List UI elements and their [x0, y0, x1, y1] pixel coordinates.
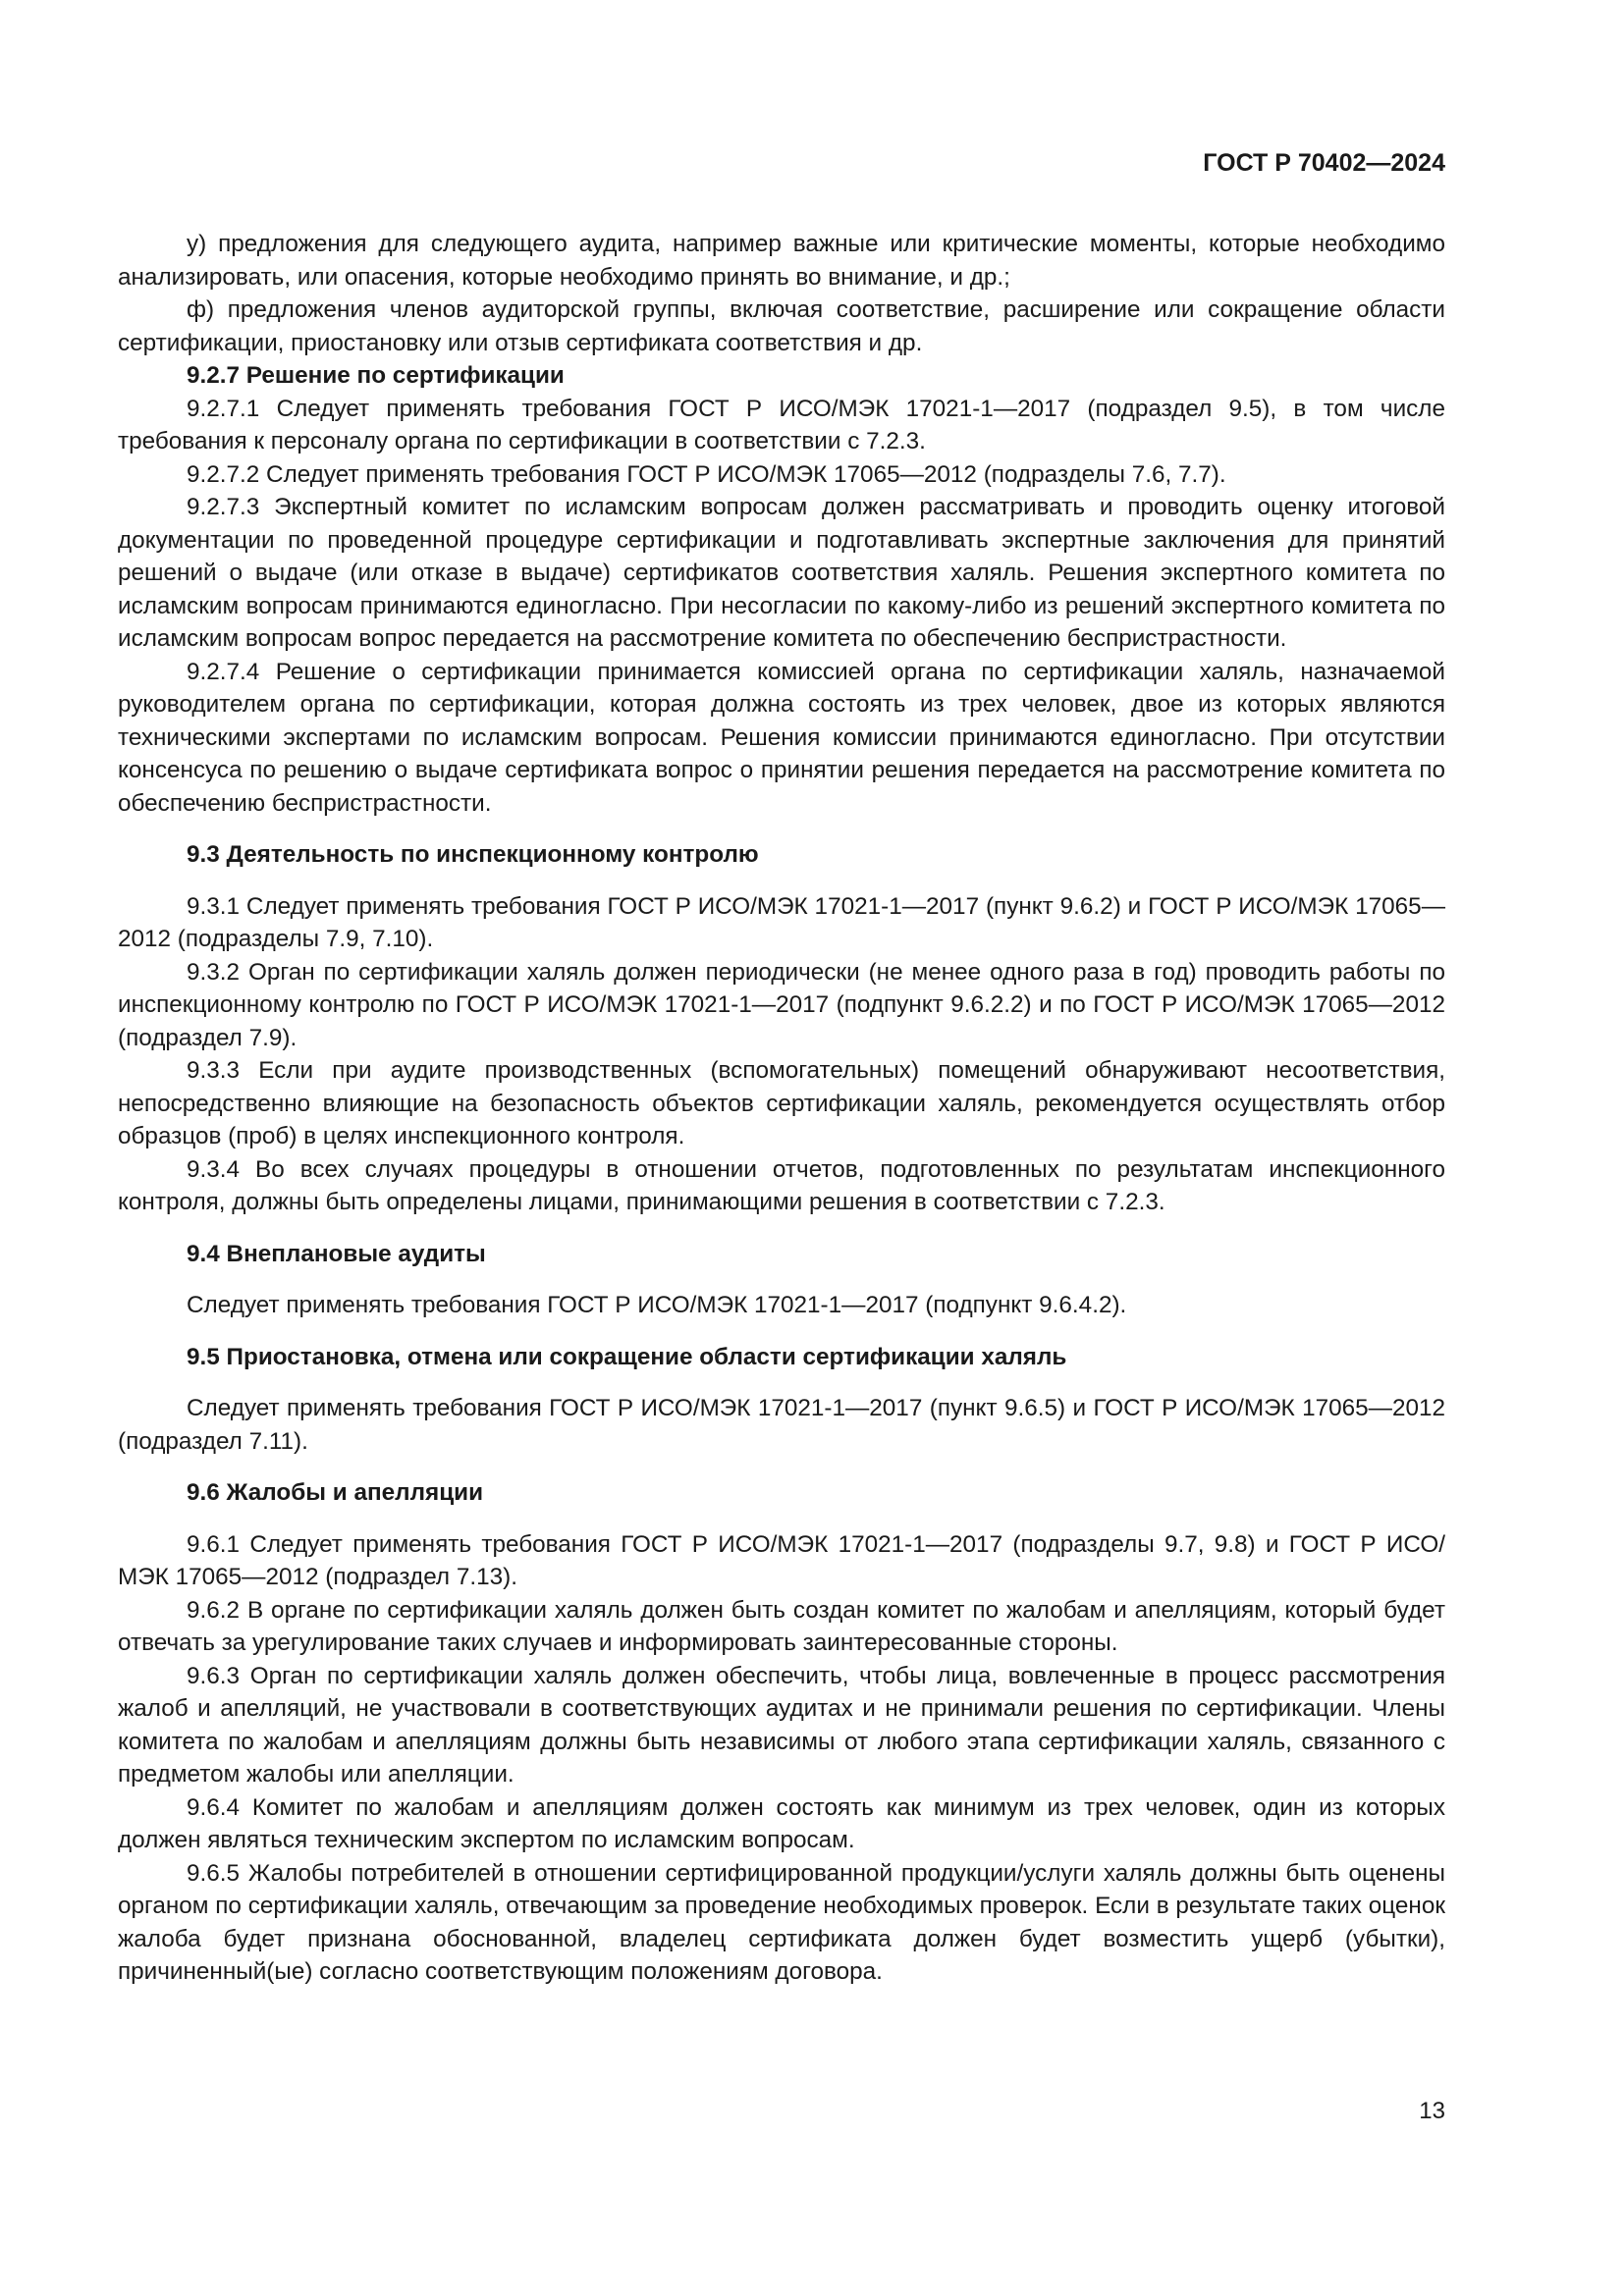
clause-9-3-2: 9.3.2 Орган по сертификации халяль должен периодически (не менее одного раза в год) проводить работы по инспекционному контролю по ГОСТ Р ИСО/МЭК 17021-1—2017 (подпункт 9.6.2.2) и по ГОСТ Р ИСО/МЭК 17065—2012 (подраздел 7.9).	[118, 958, 1445, 1051]
subsection-heading-9-2-7: 9.2.7 Решение по сертификации	[187, 362, 565, 389]
section-heading-9-6: 9.6 Жалобы и апелляции	[187, 1479, 484, 1506]
document-code: ГОСТ Р 70402—2024	[1203, 149, 1445, 177]
clause-9-6-3: 9.6.3 Орган по сертификации халяль должен обеспечить, чтобы лица, вовлеченные в процесс рассмотрения жалоб и апелляций, не участвовали в соответствующих аудитах и не принимали решения по сертификации. Члены комитета по жалобам и апелляциям должны быть независимы от любого этапа сертификации халяль, связанного с предметом жалобы или апелляции.	[118, 1662, 1445, 1788]
section-heading-9-3: 9.3 Деятельность по инспекционному контролю	[187, 841, 759, 868]
clause-9-5-text: Следует применять требования ГОСТ Р ИСО/МЭК 17021-1—2017 (пункт 9.6.5) и ГОСТ Р ИСО/МЭК 17065—2012 (подраздел 7.11).	[118, 1395, 1445, 1455]
section-heading-9-4: 9.4 Внеплановые аудиты	[187, 1240, 486, 1267]
clause-9-6-4: 9.6.4 Комитет по жалобам и апелляциям должен состоять как минимум из трех человек, один из которых должен являться техническим экспертом по исламским вопросам.	[118, 1793, 1445, 1853]
document-body	[118, 228, 1445, 1989]
clause-9-6-1: 9.6.1 Следует применять требования ГОСТ Р ИСО/МЭК 17021-1—2017 (подразделы 9.7, 9.8) и ГОСТ Р ИСО/МЭК 17065—2012 (подраздел 7.13).	[118, 1530, 1445, 1590]
clause-9-6-5: 9.6.5 Жалобы потребителей в отношении сертифицированной продукции/услуги халяль должны быть оценены органом по сертификации халяль, отвечающим за проведение необходимых проверок. Если в результате таких оценок жалоба будет признана обоснованной, владелец сертификата должен будет возместить ущерб (убытки), причиненный(ые) согласно соответствующим положениям договора.	[118, 1859, 1445, 1985]
clause-9-3-3: 9.3.3 Если при аудите производственных (вспомогательных) помещений обнаруживают несоответствия, непосредственно влияющие на безопасность объектов сертификации халяль, рекомендуется осуществлять отбор образцов (проб) в целях инспекционного контроля.	[118, 1057, 1445, 1149]
clause-9-2-7-2: 9.2.7.2 Следует применять требования ГОСТ Р ИСО/МЭК 17065—2012 (подразделы 7.6, 7.7).	[187, 460, 1226, 488]
clause-9-4-text: Следует применять требования ГОСТ Р ИСО/МЭК 17021-1—2017 (подпункт 9.6.4.2).	[187, 1292, 1127, 1318]
list-item-f: ф) предложения членов аудиторской группы, включая соответствие, расширение или сокращение области сертификации, приостановку или отзыв сертификата соответствия и др.	[118, 296, 1445, 356]
clause-9-2-7-1: 9.2.7.1 Следует применять требования ГОСТ Р ИСО/МЭК 17021-1—2017 (подраздел 9.5), в том числе требования к персоналу органа по сертификации в соответствии с 7.2.3.	[118, 395, 1445, 454]
clause-9-6-2: 9.6.2 В органе по сертификации халяль должен быть создан комитет по жалобам и апелляциям, который будет отвечать за урегулирование таких случаев и информировать заинтересованные стороны.	[118, 1596, 1445, 1656]
list-item-u: у) предложения для следующего аудита, например важные или критические моменты, которые необходимо анализировать, или опасения, которые необходимо принять во внимание, и др.;	[118, 231, 1445, 291]
page-number: 13	[1419, 2098, 1445, 2124]
clause-9-3-4: 9.3.4 Во всех случаях процедуры в отношении отчетов, подготовленных по результатам инспекционного контроля, должны быть определены лицами, принимающими решения в соответствии с 7.2.3.	[118, 1155, 1445, 1215]
document-page	[118, 0, 1445, 2296]
section-heading-9-5: 9.5 Приостановка, отмена или сокращение области сертификации халяль	[187, 1343, 1067, 1370]
clause-9-3-1: 9.3.1 Следует применять требования ГОСТ Р ИСО/МЭК 17021-1—2017 (пункт 9.6.2) и ГОСТ Р ИСО/МЭК 17065—2012 (подразделы 7.9, 7.10).	[118, 892, 1445, 952]
clause-9-2-7-4: 9.2.7.4 Решение о сертификации принимается комиссией органа по сертификации халяль, назначаемой руководителем органа по сертификации, которая должна состоять из трех человек, двое из которых являются техническими экспертами по исламским вопросам. Решения комиссии принимаются единогласно. При отсутствии консенсуса по решению о выдаче сертификата вопрос о принятии решения передается на рассмотрение комитета по обеспечению беспристрастности.	[118, 658, 1445, 817]
clause-9-2-7-3: 9.2.7.3 Экспертный комитет по исламским вопросам должен рассматривать и проводить оценку итоговой документации по проведенной процедуре сертификации и подготавливать экспертные заключения для принятий решений о выдаче (или отказе в выдаче) сертификатов соответствия халяль. Решения экспертного комитета по исламским вопросам принимаются единогласно. При несогласии по какому-либо из решений экспертного комитета по исламским вопросам вопрос передается на рассмотрение комитета по обеспечению беспристрастности.	[118, 494, 1445, 652]
